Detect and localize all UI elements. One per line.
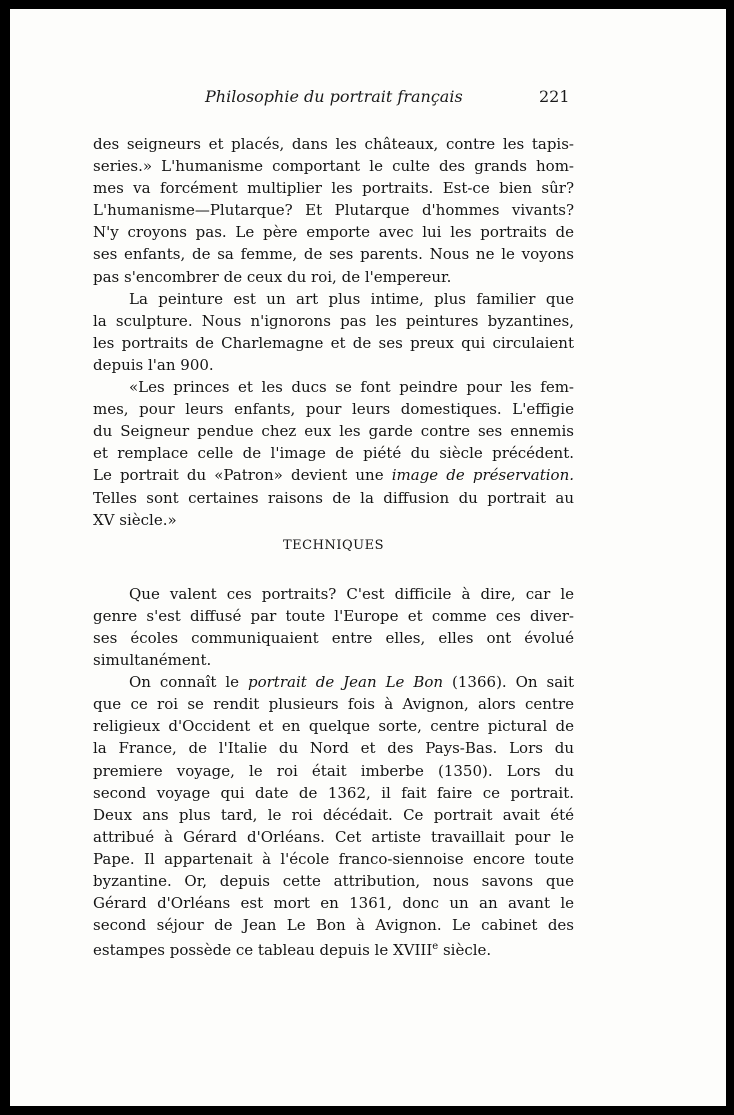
text-line: byzantine. Or, depuis cette attribution, nous savons que — [93, 872, 574, 890]
paragraph-5 — [93, 671, 574, 961]
italic-text: portrait de Jean Le Bon — [248, 673, 444, 692]
text-line: series.» L'humanisme comportant le culte des grands hom- — [93, 157, 574, 176]
text-line: les portraits de Charlemagne et de ses preux qui circulaient — [93, 333, 574, 352]
superscript: e — [432, 941, 439, 953]
text-line: des seigneurs et placés, dans les châteaux, contre les tapis- — [93, 135, 574, 153]
page-header — [10, 87, 726, 111]
text-run: (1366). On sait — [443, 673, 575, 692]
text-line: XV siècle.» — [93, 510, 177, 529]
text-line: second voyage qui date de 1362, il fait faire ce portrait. — [93, 783, 574, 802]
text-line: premiere voyage, le roi était imberbe (1350). Lors du — [93, 761, 574, 780]
text-line — [93, 936, 574, 961]
text-line: religieux d'Occident et en quelque sorte, centre pictural de — [93, 717, 574, 736]
text-line: second séjour de Jean Le Bon à Avignon. Le cabinet des — [93, 916, 574, 935]
text-line: mes va forcément multiplier les portraits. Est-ce bien sûr? — [93, 179, 574, 198]
paragraph-2 — [93, 288, 574, 376]
text-line: ses enfants, de sa femme, de ses parents. Nous ne le voyons — [93, 245, 574, 264]
text-line: N'y croyons pas. Le père emporte avec lui les portraits de — [93, 223, 574, 242]
text-line: du Seigneur pendue chez eux les garde contre ses ennemis — [93, 422, 574, 441]
text-run: estampes possède ce tableau depuis le XVIII — [93, 941, 433, 960]
paragraph-1 — [93, 133, 574, 288]
body-text — [93, 133, 574, 961]
text-line: genre s'est diffusé par toute l'Europe et comme ces diver- — [93, 606, 574, 625]
text-line — [93, 464, 574, 486]
page-number: 221 — [539, 87, 570, 106]
text-line: L'humanisme—Plutarque? Et Plutarque d'hommes vivants? — [93, 201, 574, 220]
text-line: mes, pour leurs enfants, pour leurs domestiques. L'effigie — [93, 400, 574, 419]
text-line: Pape. Il appartenait à l'école franco-siennoise encore toute — [93, 849, 574, 868]
text-line: que ce roi se rendit plusieurs fois à Avignon, alors centre — [93, 695, 574, 714]
text-line: la sculpture. Nous n'ignorons pas les peintures byzantines, — [93, 311, 574, 330]
text-line: La peinture est un art plus intime, plus familier que — [129, 289, 574, 308]
text-line: depuis l'an 900. — [93, 355, 214, 374]
section-heading: TECHNIQUES — [283, 537, 384, 553]
text-run: Le portrait du «Patron» devient une — [93, 466, 392, 485]
text-line: Gérard d'Orléans est mort en 1361, donc un an avant le — [93, 894, 574, 913]
text-line: ses écoles communiquaient entre elles, elles ont évolué — [93, 628, 574, 647]
text-line — [93, 671, 574, 693]
text-line: attribué à Gérard d'Orléans. Cet artiste travaillait pour le — [93, 827, 574, 846]
paragraph-4 — [93, 583, 574, 671]
running-title: Philosophie du portrait français — [205, 87, 463, 106]
text-line: la France, de l'Italie du Nord et des Pays-Bas. Lors du — [93, 739, 574, 758]
text-line: Que valent ces portraits? C'est difficile à dire, car le — [129, 584, 574, 603]
paragraph-3-quote — [93, 376, 574, 531]
text-line: Deux ans plus tard, le roi décédait. Ce portrait avait été — [93, 805, 574, 824]
text-run: siècle. — [438, 941, 492, 960]
scanned-page — [10, 9, 726, 1106]
text-line: pas s'encombrer de ceux du roi, de l'empereur. — [93, 267, 452, 286]
text-run: On connaît le — [129, 673, 248, 692]
italic-text: image de préservation. — [391, 466, 574, 485]
text-line: et remplace celle de l'image de piété du siècle précédent. — [93, 444, 574, 463]
text-line: «Les princes et les ducs se font peindre pour les fem- — [129, 378, 574, 397]
text-line: simultanément. — [93, 651, 212, 670]
text-line: Telles sont certaines raisons de la diffusion du portrait au — [93, 488, 574, 507]
